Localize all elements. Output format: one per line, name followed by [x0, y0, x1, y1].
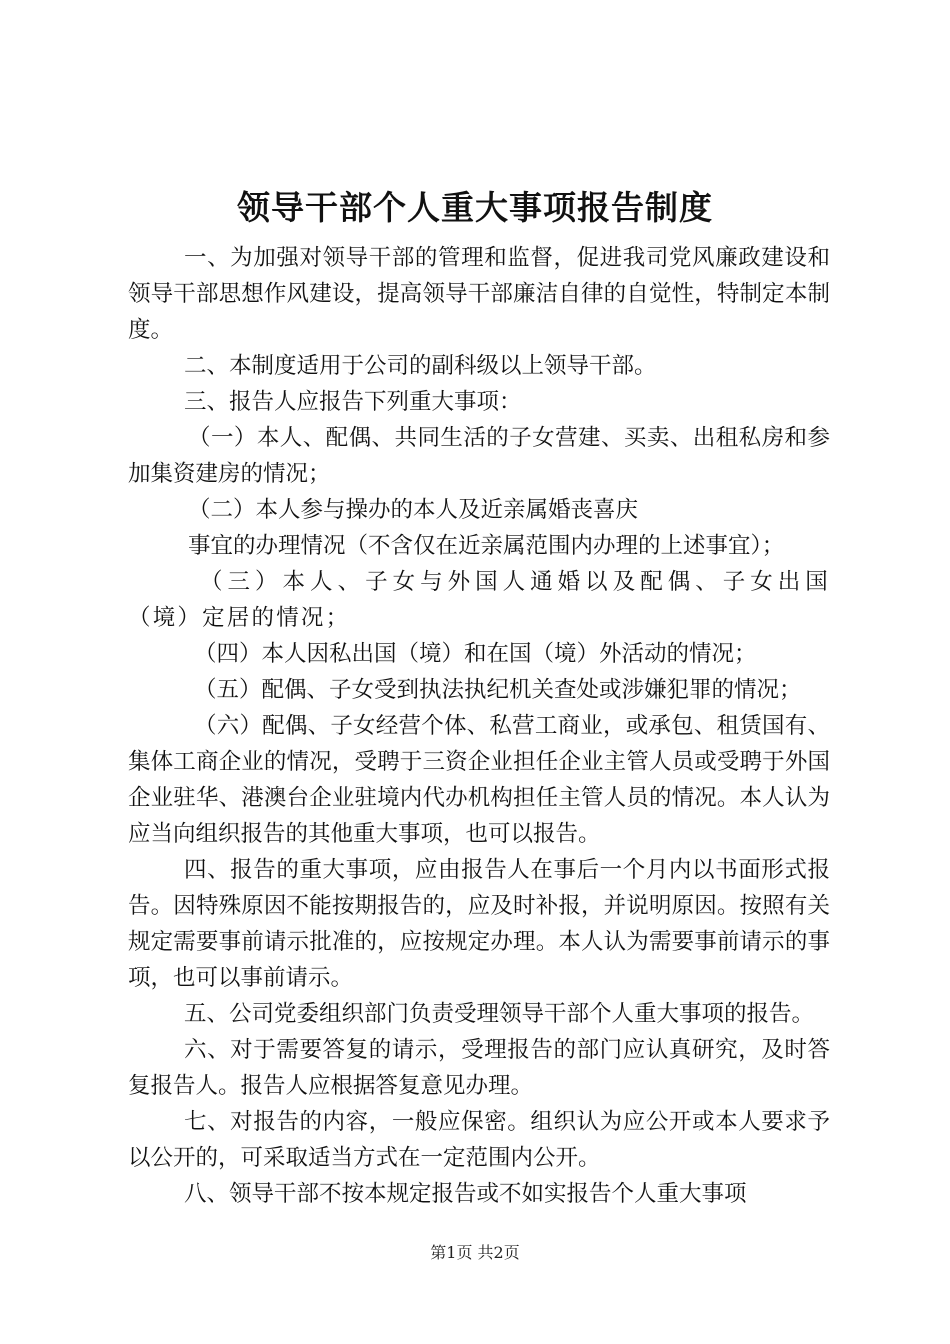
paragraph-10: （六）配偶、子女经营个体、私营工商业，或承包、租赁国有、集体工商企业的情况，受聘于三资企业担任企业主管人员或受聘于外国企业驻华、港澳台企业驻境内代办机构担任主管人员的情况。本人认为应当向组织报告的其他重大事项，也可以报告。	[128, 713, 830, 847]
paragraph-4: （一）本人、配偶、共同生活的子女营建、买卖、出租私房和参加集资建房的情况；	[128, 425, 830, 487]
paragraph-8: （四）本人因私出国（境）和在国（境）外活动的情况；	[194, 641, 757, 667]
paragraph-7: （三）本人、子女与外国人通婚以及配偶、子女出国（境）定居的情况；	[128, 569, 830, 631]
paragraph-13: 六、对于需要答复的请示，受理报告的部门应认真研究，及时答复报告人。报告人应根据答复意见办理。	[128, 1037, 830, 1099]
document-title: 领导干部个人重大事项报告制度	[237, 188, 713, 227]
paragraph-6: 事宜的办理情况（不含仅在近亲属范围内办理的上述事宜）；	[188, 533, 785, 559]
paragraph-1: 一、为加强对领导干部的管理和监督，促进我司党风廉政建设和领导干部思想作风建设，提高领导干部廉洁自律的自觉性，特制定本制度。	[128, 245, 830, 343]
paragraph-11: 四、报告的重大事项，应由报告人在事后一个月内以书面形式报告。因特殊原因不能按期报告的，应及时补报，并说明原因。按照有关规定需要事前请示批准的，应按规定办理。本人认为需要事前请示的事项，也可以事前请示。	[128, 857, 830, 991]
page-footer: 第1页 共2页	[430, 1243, 520, 1262]
paragraph-5: （二）本人参与操办的本人及近亲属婚丧喜庆	[188, 497, 639, 523]
document-body	[128, 240, 830, 1212]
paragraph-2: 二、本制度适用于公司的副科级以上领导干部。	[184, 353, 657, 379]
paragraph-15: 八、领导干部不按本规定报告或不如实报告个人重大事项	[184, 1181, 747, 1207]
paragraph-12: 五、公司党委组织部门负责受理领导干部个人重大事项的报告。	[184, 1001, 815, 1027]
paragraph-3: 三、报告人应报告下列重大事项：	[184, 389, 522, 415]
paragraph-9: （五）配偶、子女受到执法执纪机关查处或涉嫌犯罪的情况；	[194, 677, 802, 703]
paragraph-14: 七、对报告的内容，一般应保密。组织认为应公开或本人要求予以公开的，可采取适当方式在一定范围内公开。	[128, 1109, 830, 1171]
